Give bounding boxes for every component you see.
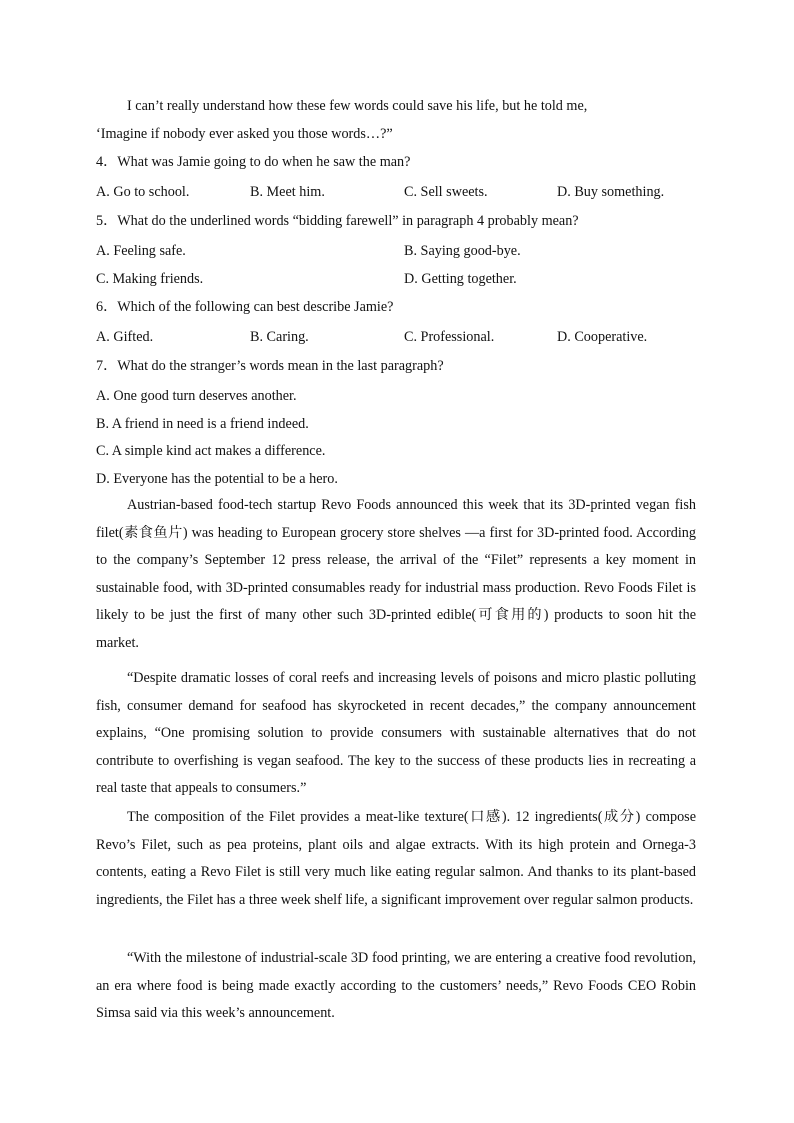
article-paragraph-1 <box>96 492 696 658</box>
article-paragraph-2 <box>96 665 696 803</box>
article-paragraph-2-text: “Despite dramatic losses of coral reefs and increasing levels of poisons and micro plastic polluting fish, consumer demand for seafood has skyrocketed in recent decades,” the company announcement explains, “One promising solution to provide consumers with sustainable alternatives that do not contribute to overfishing is vegan seafood. The key to the success of these products lies in recreating a real taste that appeals to consumers.” <box>96 670 696 797</box>
question-6-stem: 6．Which of the following can best describe Jamie? <box>96 299 394 315</box>
question-5-option-d: D. Getting together. <box>404 271 517 287</box>
question-6-option-d: D. Cooperative. <box>557 329 648 345</box>
question-6-option-b: B. Caring. <box>250 329 309 345</box>
question-5-option-c: C. Making friends. <box>96 271 204 287</box>
question-7-option-d: D. Everyone has the potential to be a hero. <box>96 471 338 487</box>
question-4-option-b: B. Meet him. <box>250 184 325 200</box>
question-5-option-b: B. Saying good-bye. <box>404 243 521 259</box>
question-4-option-d: D. Buy something. <box>557 184 665 200</box>
question-4-stem: 4．What was Jamie going to do when he saw the man? <box>96 154 411 170</box>
question-7-option-a: A. One good turn deserves another. <box>96 388 297 404</box>
article-paragraph-4 <box>96 945 696 1028</box>
passage-end-line-2: ‘Imagine if nobody ever asked you those words…?” <box>96 126 393 142</box>
question-6-option-a: A. Gifted. <box>96 329 154 345</box>
article-paragraph-4-text: “With the milestone of industrial-scale 3D food printing, we are entering a creative food revolution, an era where food is being made exactly according to the customers’ needs,” Revo Foods CEO Robin Simsa said via this week’s announcement. <box>96 950 696 1022</box>
passage-end-line-1: I can’t really understand how these few words could save his life, but he told me, <box>127 98 588 114</box>
question-5-option-a: A. Feeling safe. <box>96 243 186 259</box>
question-5-stem: 5．What do the underlined words “bidding farewell” in paragraph 4 probably mean? <box>96 213 579 229</box>
article-paragraph-3 <box>96 804 696 914</box>
question-6-option-c: C. Professional. <box>404 329 495 345</box>
question-7-option-b: B. A friend in need is a friend indeed. <box>96 416 309 432</box>
question-4-option-a: A. Go to school. <box>96 184 190 200</box>
question-7-stem: 7．What do the stranger’s words mean in the last paragraph? <box>96 358 444 374</box>
article-paragraph-1-text: Austrian-based food-tech startup Revo Foods announced this week that its 3D-printed vegan fish filet(素食鱼片) was heading to European grocery store shelves —a first for 3D-printed food. According to the company’s September 12 press release, the arrival of the “Filet” represents a key moment in sustainable food, with 3D-printed consumables ready for industrial mass production. Revo Foods Filet is likely to be just the first of many other such 3D-printed edible(可食用的) products to soon hit the market. <box>96 497 696 651</box>
question-4-option-c: C. Sell sweets. <box>404 184 488 200</box>
question-7-option-c: C. A simple kind act makes a difference. <box>96 443 326 459</box>
article-paragraph-3-text: The composition of the Filet provides a meat-like texture(口感). 12 ingredients(成分) compose Revo’s Filet, such as pea proteins, plant oils and algae extracts. With its high protein and Ornega-3 contents, eating a Revo Filet is still very much like eating regular salmon. And thanks to its plant-based ingredients, the Filet has a three week shelf life, a significant improvement over regular salmon products. <box>96 809 696 908</box>
